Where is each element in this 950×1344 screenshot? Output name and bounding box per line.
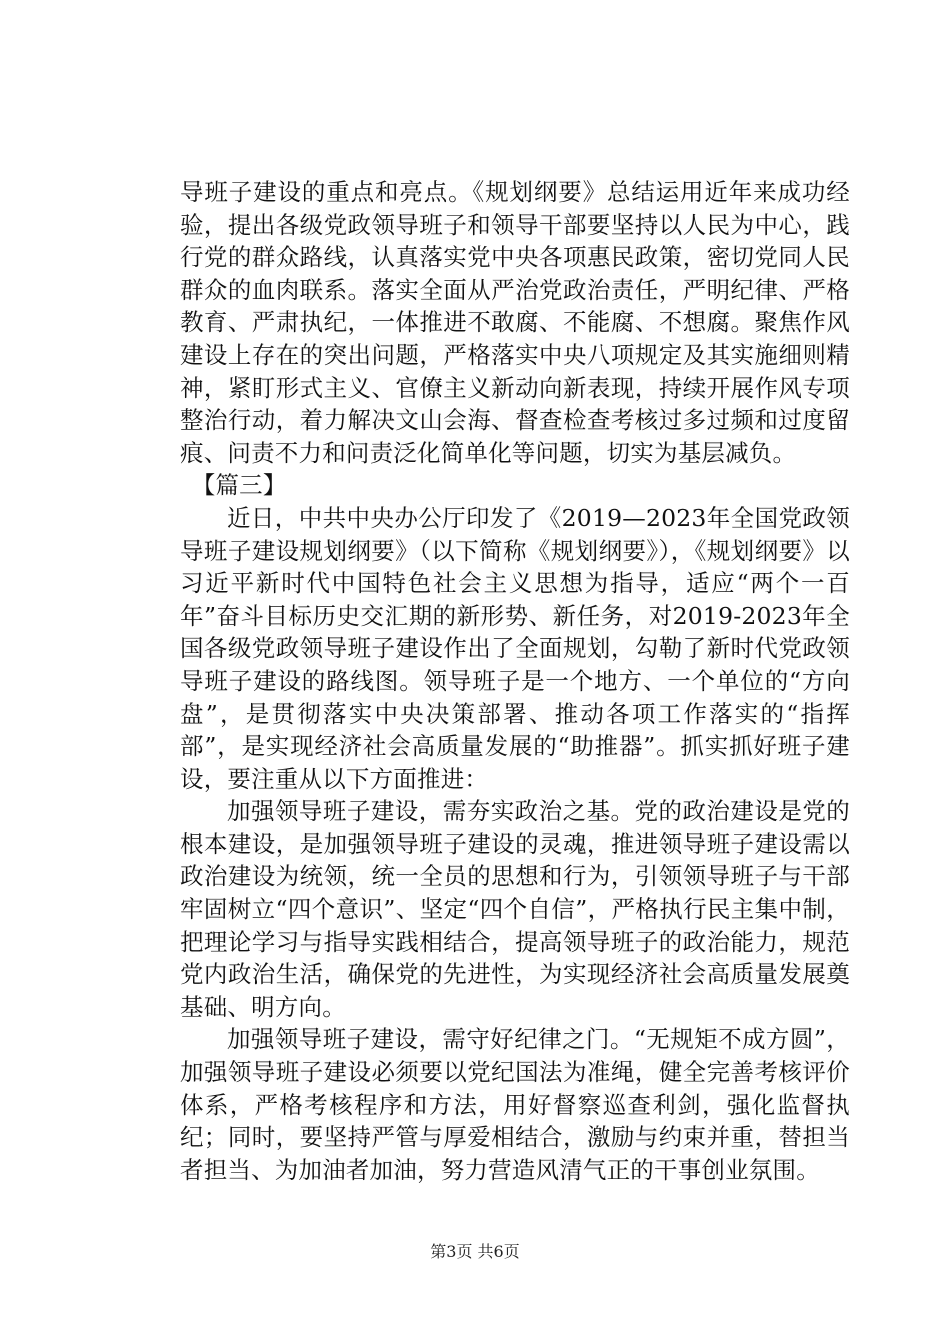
section-heading: 【篇三】 <box>191 471 287 500</box>
paragraph-intro: 近日，中共中央办公厅印发了《2019—2023年全国党政领导班子建设规划纲要》（以下简称《规划纲要》），《规划纲要》以习近平新时代中国特色社会主义思想为指导，适应“两个一百年”奋斗目标历史交汇期的新形势、新任务，对2019-2023年全国各级党政领导班子建设作出了全面规划，勾勒了新时代党政领导班子建设的路线图。领导班子是一个地方、一个单位的“方向盘”，是贯彻落实中央决策部署、推动各项工作落实的“指挥部”，是实现经济社会高质量发展的“助推器”。抓实抓好班子建设，要注重从以下方面推进： <box>180 503 850 793</box>
paragraph-politics: 加强领导班子建设，需夯实政治之基。党的政治建设是党的根本建设，是加强领导班子建设的灵魂，推进领导班子建设需以政治建设为统领，统一全员的思想和行为，引领领导班子与干部牢固树立“四个意识”、坚定“四个自信”，严格执行民主集中制，把理论学习与指导实践相结合，提高领导班子的政治能力，规范党内政治生活，确保党的先进性，为实现经济社会高质量发展奠基础、明方向。 <box>180 797 850 1021</box>
page-footer: 第3页 共6页 <box>430 1242 520 1261</box>
paragraph-continued: 导班子建设的重点和亮点。《规划纲要》总结运用近年来成功经验，提出各级党政领导班子和领导干部要坚持以人民为中心，践行党的群众路线，认真落实党中央各项惠民政策，密切党同人民群众的血肉联系。落实全面从严治党政治责任，严明纪律、严格教育、严肃执纪，一体推进不敢腐、不能腐、不想腐。聚焦作风建设上存在的突出问题，严格落实中央八项规定及其实施细则精神，紧盯形式主义、官僚主义新动向新表现，持续开展作风专项整治行动，着力解决文山会海、督查检查考核过多过频和过度留痕、问责不力和问责泛化简单化等问题，切实为基层减负。 <box>180 178 850 467</box>
paragraph-discipline: 加强领导班子建设，需守好纪律之门。“无规矩不成方圆”，加强领导班子建设必须要以党纪国法为准绳，健全完善考核评价体系，严格考核程序和方法，用好督察巡查利剑，强化监督执纪；同时，要坚持严管与厚爱相结合，激励与约束并重，替担当者担当、为加油者加油，努力营造风清气正的干事创业氛围。 <box>180 1025 850 1184</box>
document-body <box>180 176 850 1186</box>
